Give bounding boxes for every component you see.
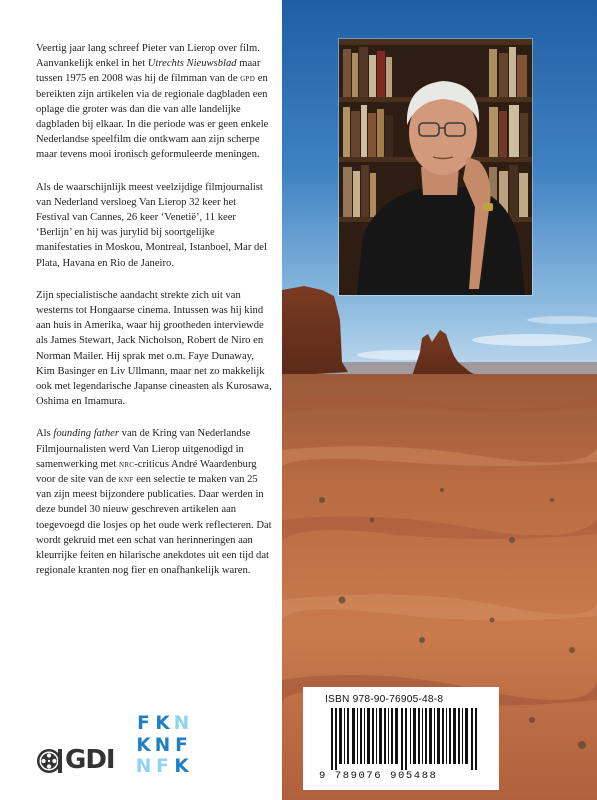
emphasis-phrase: founding father [53,428,119,440]
author-photo-image [339,39,532,295]
blurb-text: -criticus André Waardenburg voor de site van de [36,458,257,486]
gdi-logo-text: GDI [65,745,115,775]
fknf-letter: K [136,734,153,756]
fknf-row-2 [135,735,199,757]
desert-photo [282,0,597,800]
fknf-row-1 [135,713,199,735]
blurb-paragraph-2: Als de waarschijnlijk meest veelzijdige filmjournalist van Nederland versloeg Van Lierop 32 keer het Festival van Cannes, 26 keer ‘Venetië’, 11 keer ‘Berlijn’ en hij was jurylid bij soortgelijke manifestaties in Moskou, Montreal, Istanboel, Mar del Plata, Havana en Rio de Janeiro. [36,181,267,269]
fknf-letter: N [154,734,173,756]
blurb-paragraph-4 [36,426,272,578]
blurb-text: en bereikten zijn artikelen via de regionale dagbladen een oplage die groter was dan die van alle landelijke dagbladen bij elkaar. In die periode was er geen enkele Nederlandse speelfilm die ontkwam aan zijn scherpe maar tevens mooi ironisch geformuleerde meningen. [36,73,269,161]
gpd-acronym: gpd [240,73,256,85]
author-portrait [339,39,532,295]
fknf-row-3 [135,756,199,778]
isbn-barcode [303,687,499,790]
knf-acronym: knf [118,474,134,486]
blurb-text: Als [36,428,54,440]
fknf-letter: F [156,756,171,777]
fknf-logo [135,713,199,778]
watch [483,203,493,211]
blurb-text: Veertig jaar lang schreef Pieter van Lierop over film. Aanvankelijk enkel in het [36,43,260,70]
blurb-text: van de Kring van Nederlandse Filmjournalisten werd Van Lierop uitgenodigd in samenwerking met [36,428,251,470]
fknf-letter: K [155,713,172,734]
nrc-acronym: nrc [118,458,135,470]
ean-number: 9 789076 905488 [319,770,438,782]
isbn-label: ISBN 978-90-76905-48-8 [325,694,444,705]
fknf-letter: F [137,713,152,734]
fknf-letter: N [173,713,192,734]
fknf-letter: F [175,734,190,756]
newspaper-title: Utrechts Nieuwsblad [147,58,237,70]
blurb-text: een selectie te maken van 25 van zijn meest bijzondere publicaties. Daar werden in deze bundel 30 nieuw geschreven artikelen aan toegevoegd die losjes op het oude werk reflecteren. Dat wordt gekruid met een schat van herinneringen aan kleurrijke feiten en hilarische anekdotes uit een tijd dat regionale kranten nog fier en onafhankelijk waren. [36,474,272,577]
text-column [0,0,282,800]
blurb-paragraph-3: Zijn specialistische aandacht strekte zich uit van westerns tot Hongaarse cinema. Intussen was hij kind aan huis in Amerika, waar hij grootheden interviewde als James Stewart, Jack Nicholson, Robert de Niro en Norman Mailer. Hij sprak met o.m. Faye Dunaway, Kim Basinger en Liv Ullmann, maar net zo makkelijk ook met legendarische Japanse cineasten als Kurosawa, Oshima en Imamura. [36,289,272,408]
fknf-letter: N [135,756,154,777]
fknf-letter: K [174,756,191,777]
blurb-paragraph-1 [36,41,272,163]
barcode-bars-icon [331,708,481,770]
blurb-text: maar tussen 1975 en 2008 was hij de filmman van de [36,58,261,85]
blurb [36,41,272,579]
